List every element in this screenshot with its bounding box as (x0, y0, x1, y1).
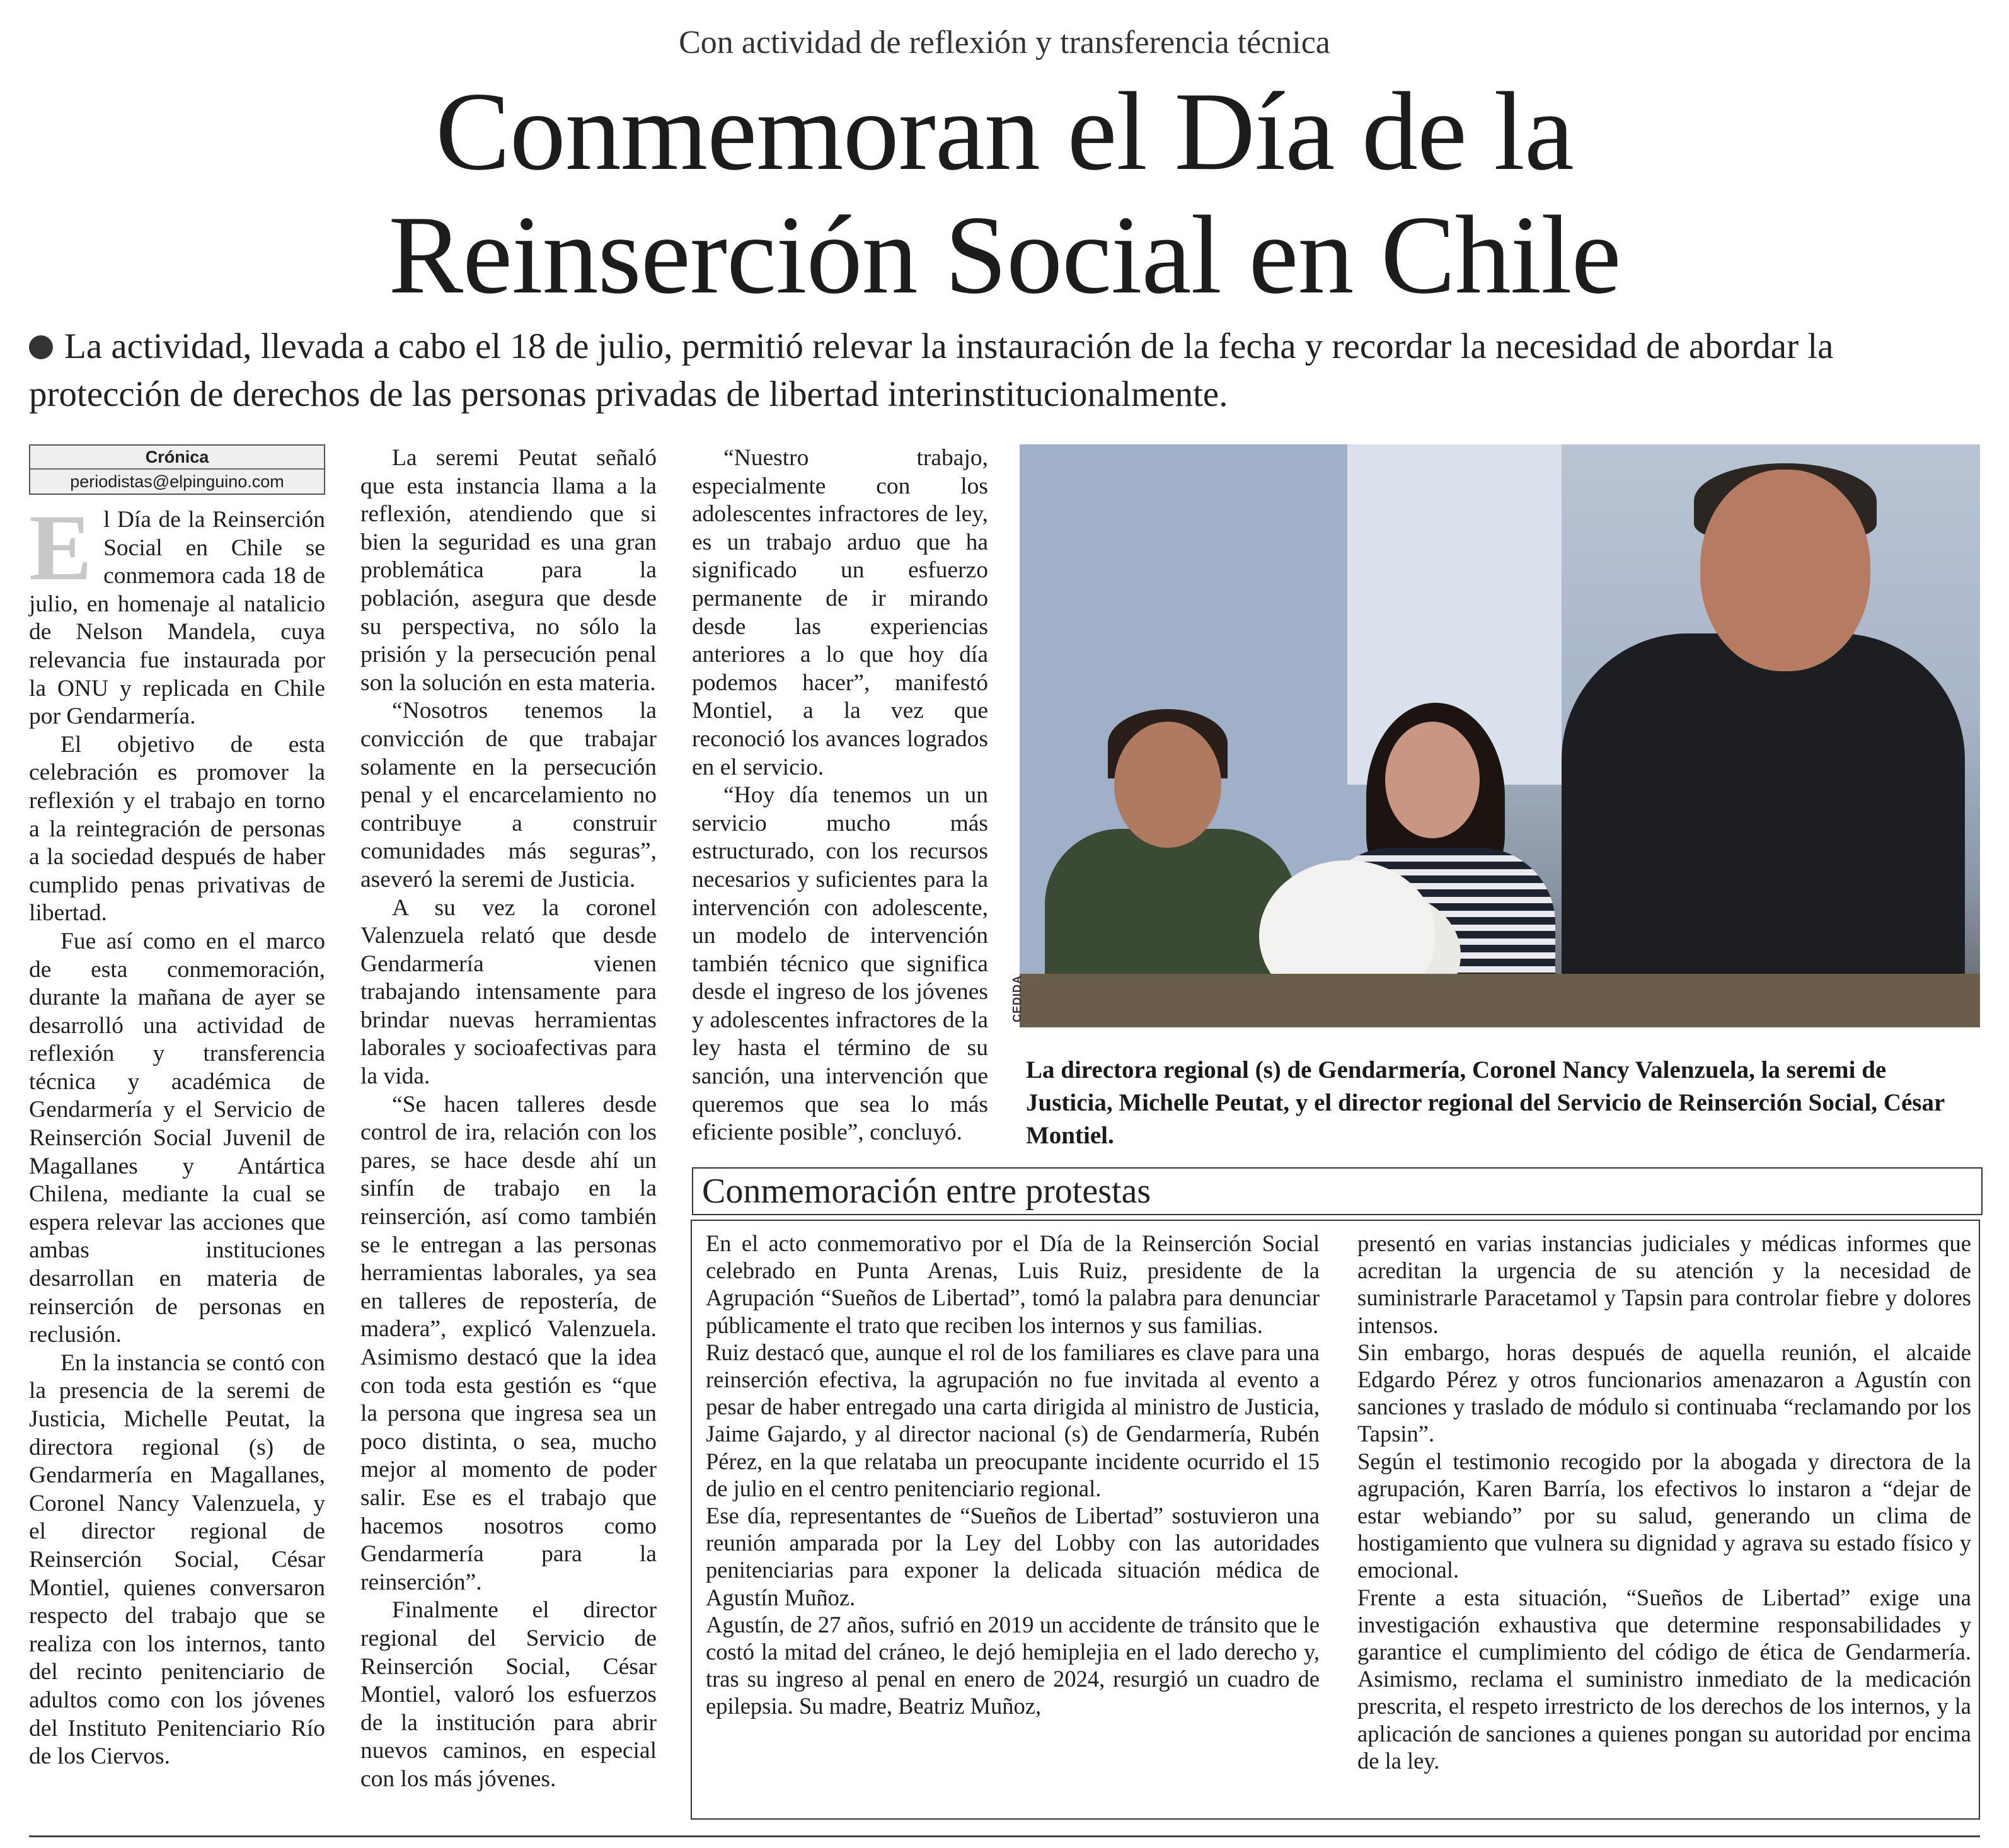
article-column-3 (692, 444, 988, 1147)
paragraph: A su vez la coronel Valenzuela relató que desde Gendarmería vienen trabajando intensamente para brindar nuevas herramientas laborales y socioafectivas para la vida. (360, 894, 657, 1090)
paragraph: presentó en varias instancias judiciales y médicas informes que acreditan la urgencia de su atención y la necesidad de suministrarle Paracetamol y Tapsin para controlar fiebre y dolores intensos. (1357, 1230, 1971, 1338)
deck-text: La actividad, llevada a cabo el 18 de julio, permitió relevar la instauración de la fecha y recordar la necesidad de abordar la protección de derechos de las personas privadas de libertad interinstitucionalmente. (29, 326, 1834, 414)
paragraph: En el acto conmemorativo por el Día de la Reinserción Social celebrado en Punta Arenas, Luis Ruiz, presidente de la Agrupación “Sueños de Libertad”, tomó la palabra para denunciar públicamente el trato que reciben los internos y sus familias. (706, 1230, 1320, 1338)
paragraph: En la instancia se contó con la presencia de la seremi de Justicia, Michelle Peutat, la directora regional (s) de Gendarmería en Magallanes, Coronel Nancy Valenzuela, y el director regional de Reinserción Social, César Montiel, quienes conversaron respecto del trabajo que se realiza con los internos, tanto del recinto penitenciario de adultos como con los jóvenes del Instituto Penitenciario Río de los Ciervos. (29, 1349, 325, 1770)
sidebar-title: Conmemoración entre protestas (692, 1167, 1983, 1215)
paragraph: Sin embargo, horas después de aquella reunión, el alcaide Edgardo Pérez y otros funcionarios amenazaron a Agustín con sanciones y traslado de módulo si continuaba “reclamando por los Tapsin”. (1357, 1339, 1971, 1447)
paragraph: “Hoy día tenemos un un servicio mucho más estructurado, con los recursos necesarios y suficientes para la intervención con adolescente, un modelo de intervención también técnico que significa desde el ingreso de los jóvenes y adolescentes infractores de la ley hasta el término de su sanción, una intervención que queremos que sea lo más eficiente posible”, concluyó. (692, 782, 988, 1146)
paragraph: “Nosotros tenemos la convicción de que trabajar solamente en la persecución penal y el encarcelamiento no contribuye a construir comunidades más seguras”, aseveró la seremi de Justicia. (360, 698, 657, 892)
article-column-2 (360, 444, 657, 1794)
photo-credit: CEDIDA (1011, 974, 1023, 1022)
article-photo (1020, 444, 1980, 1027)
photo-person-3-head (1700, 470, 1870, 671)
paragraph: Agustín, de 27 años, sufrió en 2019 un accidente de tránsito que le costó la mitad del cráneo, le dejó hemiplejia en el lado derecho y, tras su ingreso al penal en enero de 2024, resurgió un cuadro de epilepsia. Su madre, Beatriz Muñoz, (706, 1611, 1320, 1719)
paragraph: “Nuestro trabajo, especialmente con los adolescentes infractores de ley, es un trabajo arduo que ha significado un esfuerzo permanente de ir mirando desde las experiencias anteriores a lo que hoy día podemos hacer”, manifestó Montiel, a la vez que reconoció los avances logrados en el servicio. (692, 445, 988, 780)
article-column-1 (29, 444, 325, 1771)
deck (29, 323, 1980, 419)
photo-person-1-head (1114, 722, 1221, 848)
paragraph: El objetivo de esta celebración es promover la reflexión y el trabajo en torno a la reintegración de personas a la sociedad después de haber cumplido penas privativas de libertad. (29, 731, 325, 927)
photo-caption: La directora regional (s) de Gendarmería, Coronel Nancy Valenzuela, la seremi de Justicia, Michelle Peutat, y el director regional del Servicio de Reinserción Social, César Montiel. (1026, 1056, 1945, 1149)
paragraph: Fue así como en el marco de esta conmemoración, durante la mañana de ayer se desarrolló una actividad de reflexión y transferencia técnica y académica de Gendarmería y el Servicio de Reinserción Social Juvenil de Magallanes y Antártica Chilena, mediante la cual se espera relevar las acciones que ambas instituciones desarrollan en materia de reinserción de personas en reclusión. (29, 928, 325, 1348)
paragraph: Ruiz destacó que, aunque el rol de los familiares es clave para una reinserción efectiva, la agrupación no fue invitada al evento a pesar de haber entregado una carta dirigida al ministro de Justicia, Jaime Gajardo, y al director nacional (s) de Gendarmería, Rubén Pérez, en la que relataba un preocupante incidente ocurrido el 15 de julio en el centro penitenciario regional. (706, 1339, 1320, 1501)
kicker: Con actividad de reflexión y transferencia técnica (679, 25, 1330, 61)
headline-line-2: Reinserción Social en Chile (388, 192, 1621, 317)
headline (0, 69, 2009, 316)
photo-table (1020, 974, 1980, 1027)
sidebar-column-2 (1357, 1230, 1971, 1774)
byline (29, 444, 325, 495)
byline-section: Crónica (30, 446, 324, 470)
paragraph: Según el testimonio recogido por la abogada y directora de la agrupación, Karen Barría, los efectivos lo instaron a “dejar de estar webiando” por su salud, generando un clima de hostigamiento que vulnera su dignidad y agrava su estado físico y emocional. (1357, 1448, 1971, 1583)
bottom-rule (29, 1835, 1980, 1837)
paragraph: “Se hacen talleres desde control de ira, relación con los pares, se hace desde ahí un sinfín de trabajo en la reinserción, así como también se le entregan a las personas herramientas laborales, ya sea en talleres de repostería, de madera”, explicó Valenzuela. Asimismo destacó que la idea con toda esta gestión es “que la persona que ingresa sea un poco distinta, o sea, mucho mejor al momento de poder salir. Ese es el trabajo que hacemos nosotros como Gendarmería para la reinserción”. (360, 1091, 657, 1595)
drop-cap: E (29, 495, 93, 600)
headline-line-1: Conmemoran el Día de la (435, 69, 1574, 193)
paragraph: Frente a esta situación, “Sueños de Libertad” exige una investigación exhaustiva que determine responsabilidades y garantice el cumplimiento del código de ética de Gendarmería. Asimismo, reclama el suministro inmediato de la medicación prescrita, el respeto irrestricto de los derechos de los internos, y la aplicación de sanciones a quienes pongan su autoridad por encima de la ley. (1357, 1584, 1971, 1774)
photo-person-2-head (1385, 722, 1480, 838)
paragraph: Finalmente el director regional del Servicio de Reinserción Social, César Montiel, valoró los esfuerzos de la institución para abrir nuevos caminos, en especial con los más jóvenes. (360, 1597, 657, 1792)
sidebar-box (691, 1220, 1980, 1820)
sidebar-column-1 (706, 1230, 1320, 1720)
byline-email[interactable]: periodistas@elpinguino.com (70, 472, 284, 491)
bullet-icon (29, 335, 53, 359)
photo-person-3 (1562, 633, 1965, 1027)
paragraph: Ese día, representantes de “Sueños de Libertad” sostuvieron una reunión amparada por la Ley del Lobby con las autoridades penitenciarias para exponer la delicada situación médica de Agustín Muñoz. (706, 1503, 1320, 1610)
paragraph: La seremi Peutat señaló que esta instancia llama a la reflexión, atendiendo que si bien la seguridad es una gran problemática para la población, asegura que desde su perspectiva, no sólo la prisión y la persecución penal son la solución en esta materia. (360, 445, 657, 696)
paragraph: l Día de la Reinserción Social en Chile se conmemora cada 18 de julio, en homenaje al natalicio de Nelson Mandela, cuya relevancia fue instaurada por la ONU y replicada en Chile por Gendarmería. (29, 507, 325, 730)
